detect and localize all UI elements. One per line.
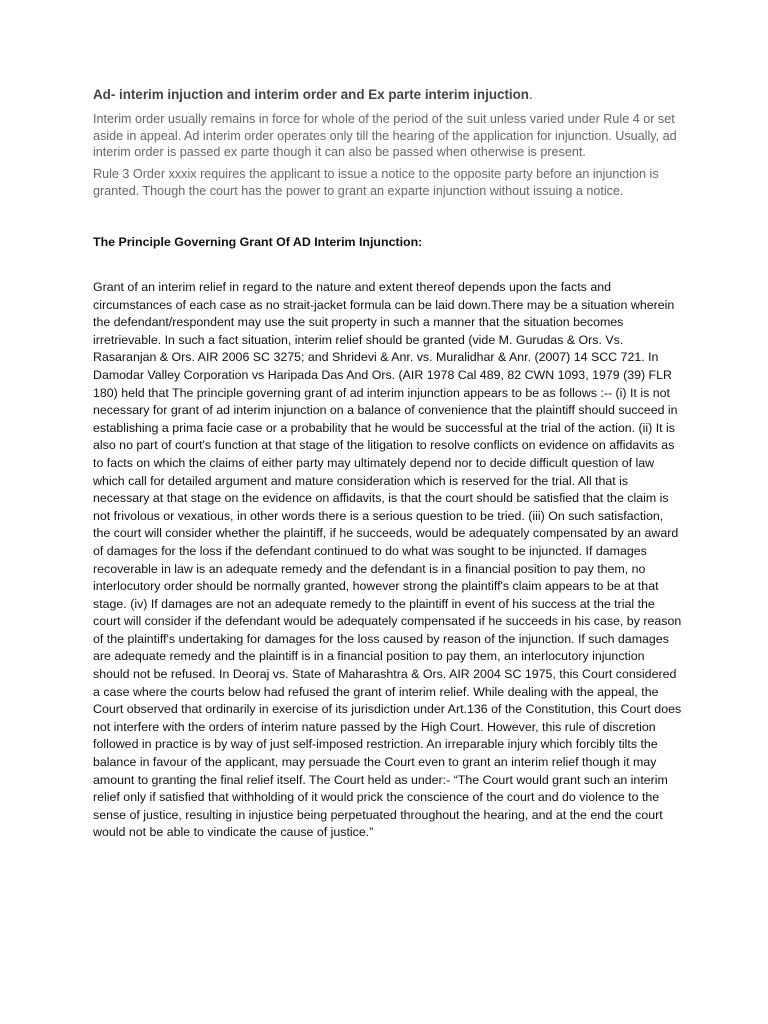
body-paragraph: Grant of an interim relief in regard to the nature and extent thereof depends upon the facts and circumstances of each case as no strait-jacket formula can be laid down.There may be a situation wherein the defendant/respondent may use the suit property in such a manner that the situation becomes irretrievable. In such a fact situation, interim relief should be granted (vide M. Gurudas & Ors. Vs. Rasaranjan & Ors. AIR 2006 SC 3275; and Shridevi & Anr. vs. Muralidhar & Anr. (2007) 14 SCC 721. In Damodar Valley Corporation vs Haripada Das And Ors. (AIR 1978 Cal 489, 82 CWN 1093, 1979 (39) FLR 180) held that The principle governing grant of ad interim injunction appears to be as follows :-- (i) It is not necessary for grant of ad interim injunction on a balance of convenience that the plaintiff should succeed in establishing a prima facie case or a probability that he would be successful at the trial of the action. (ii) It is also no part of court's function at that stage of the litigation to resolve conflicts on evidence on affidavits as to facts on which the claims of either party may ultimately depend nor to decide difficult question of law which call for detailed argument and mature consideration which is reserved for the trial. All that is necessary at that stage on the evidence on affidavits, is that the court should be satisfied that the claim is not frivolous or vexatious, in other words there is a serious question to be tried. (iii) On such satisfaction, the court will consider whether the plaintiff, if he succeeds, would be adequately compensated by an award of damages for the loss if the defendant continued to do what was sought to be injuncted. If damages recoverable in law is an adequate remedy and the defendant is in a financial position to pay them, no interlocutory order should be normally granted, however strong the plaintiff's claim appears to be at that stage. (iv) If damages are not an adequate remedy to the plaintiff in event of his success at the trial the court will consider if the defendant would be adequately compensated if he succeeds in his case, by reason of the plaintiff's undertaking for damages for the loss caused by reason of the injunction. If such damages are adequate remedy and the plaintiff is in a financial position to pay them, an interlocutory injunction should not be refused. In Deoraj vs. State of Maharashtra & Ors. AIR 2004 SC 1975, this Court considered a case where the courts below had refused the grant of interim relief. While dealing with the appeal, the Court observed that ordinarily in exercise of its jurisdiction under Art.136 of the Constitution, this Court does not interfere with the orders of interim nature passed by the High Court. However, this rule of discretion followed in practice is by way of just self-imposed restriction. An irreparable injury which forcibly tilts the balance in favour of the applicant, may persuade the Court even to grant an interim relief though it may amount to granting the final relief itself. The Court held as under:- “The Court would grant such an interim relief only if satisfied that withholding of it would prick the conscience of the court and do violence to the sense of justice, resulting in injustice being perpetuated throughout the hearing, and at the end the court would not be able to vindicate the cause of justice.” <box>93 280 682 840</box>
heading-text: Ad- interim injuction and interim order and Ex parte interim injuction <box>93 87 529 102</box>
heading-period: . <box>528 87 533 102</box>
section-subheading: The Principle Governing Grant Of AD Interim Injunction: <box>93 235 423 249</box>
intro-paragraph-interim-order: Interim order usually remains in force for whole of the period of the suit unless varied under Rule 4 or set aside in appeal. Ad interim order operates only till the hearing of the application for injunction. Usually, ad interim order is passed ex parte though it can also be passed when otherwise is present. <box>93 112 677 160</box>
document-heading <box>93 86 683 104</box>
intro-paragraph-rule-3: Rule 3 Order xxxix requires the applicant to issue a notice to the opposite party before an injunction is granted. Though the court has the power to grant an exparte injunction without issuing a notice. <box>93 167 659 198</box>
